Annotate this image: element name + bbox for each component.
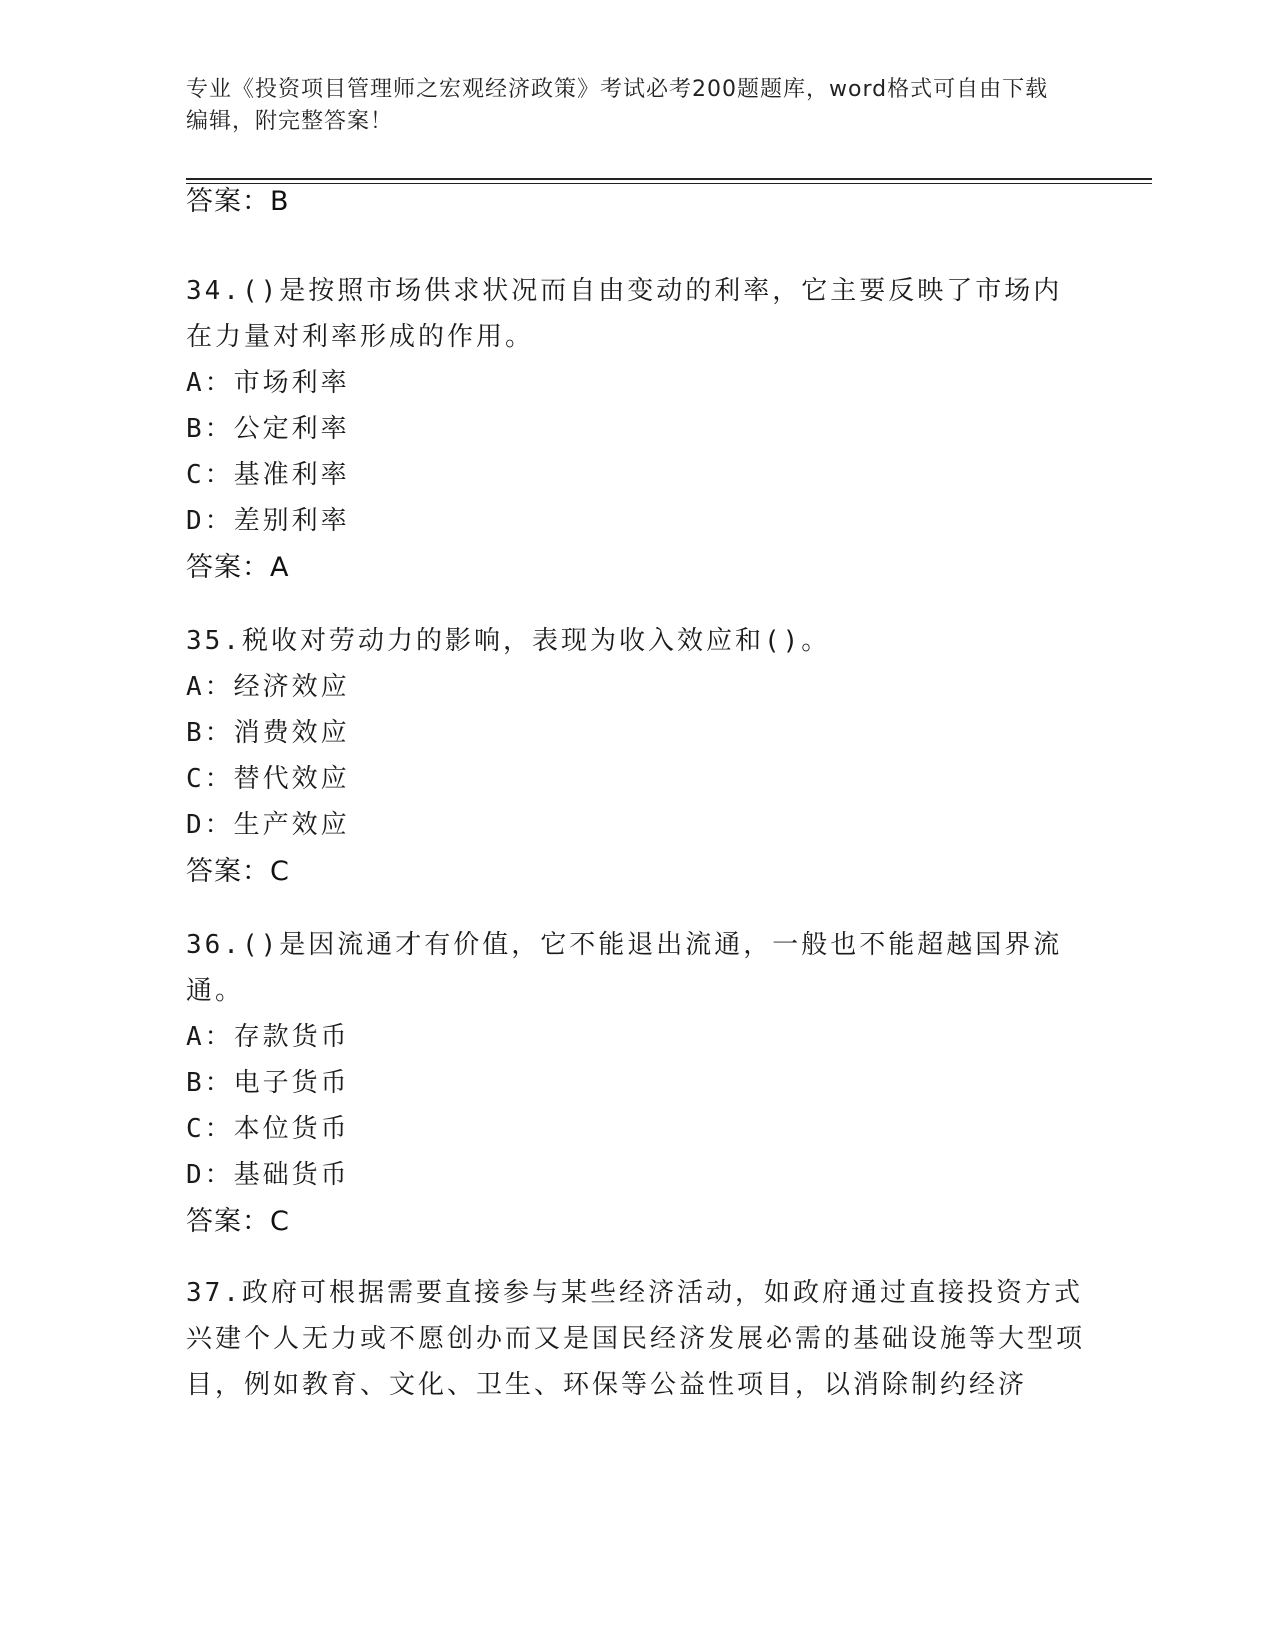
question-34 (186, 268, 1086, 588)
question-37 (186, 1270, 1086, 1408)
question-stem: 37.政府可根据需要直接参与某些经济活动，如政府通过直接投资方式兴建个人无力或不愿创办而又是国民经济发展必需的基础设施等大型项目，例如教育、文化、卫生、环保等公益性项目，以消除制约经济 (186, 1278, 1086, 1400)
option-c: C：替代效应 (186, 764, 350, 794)
option-c: C：基准利率 (186, 460, 350, 490)
option-d: D：基础货币 (186, 1160, 350, 1190)
question-stem: 34.()是按照市场供求状况而自由变动的利率，它主要反映了市场内在力量对利率形成的作用。 (186, 276, 1063, 352)
document-header: 专业《投资项目管理师之宏观经济政策》考试必考200题题库，word格式可自由下载编辑，附完整答案！ (186, 77, 1049, 134)
option-b: B：公定利率 (186, 414, 350, 444)
answer: 答案：C (186, 1206, 290, 1237)
header-divider-thick (186, 178, 1152, 180)
option-c: C：本位货币 (186, 1114, 350, 1144)
option-a: A：市场利率 (186, 368, 350, 398)
answer: 答案：C (186, 856, 290, 887)
question-36 (186, 922, 1086, 1242)
answer: 答案：A (186, 552, 290, 583)
option-d: D：差别利率 (186, 506, 350, 536)
option-a: A：存款货币 (186, 1022, 350, 1052)
previous-answer: 答案：B (186, 186, 290, 217)
option-b: B：消费效应 (186, 718, 350, 748)
option-a: A：经济效应 (186, 672, 350, 702)
question-stem: 36.()是因流通才有价值，它不能退出流通，一般也不能超越国界流通。 (186, 930, 1063, 1006)
question-stem: 35.税收对劳动力的影响，表现为收入效应和()。 (186, 626, 831, 656)
question-35 (186, 618, 1086, 892)
option-b: B：电子货币 (186, 1068, 350, 1098)
option-d: D：生产效应 (186, 810, 350, 840)
